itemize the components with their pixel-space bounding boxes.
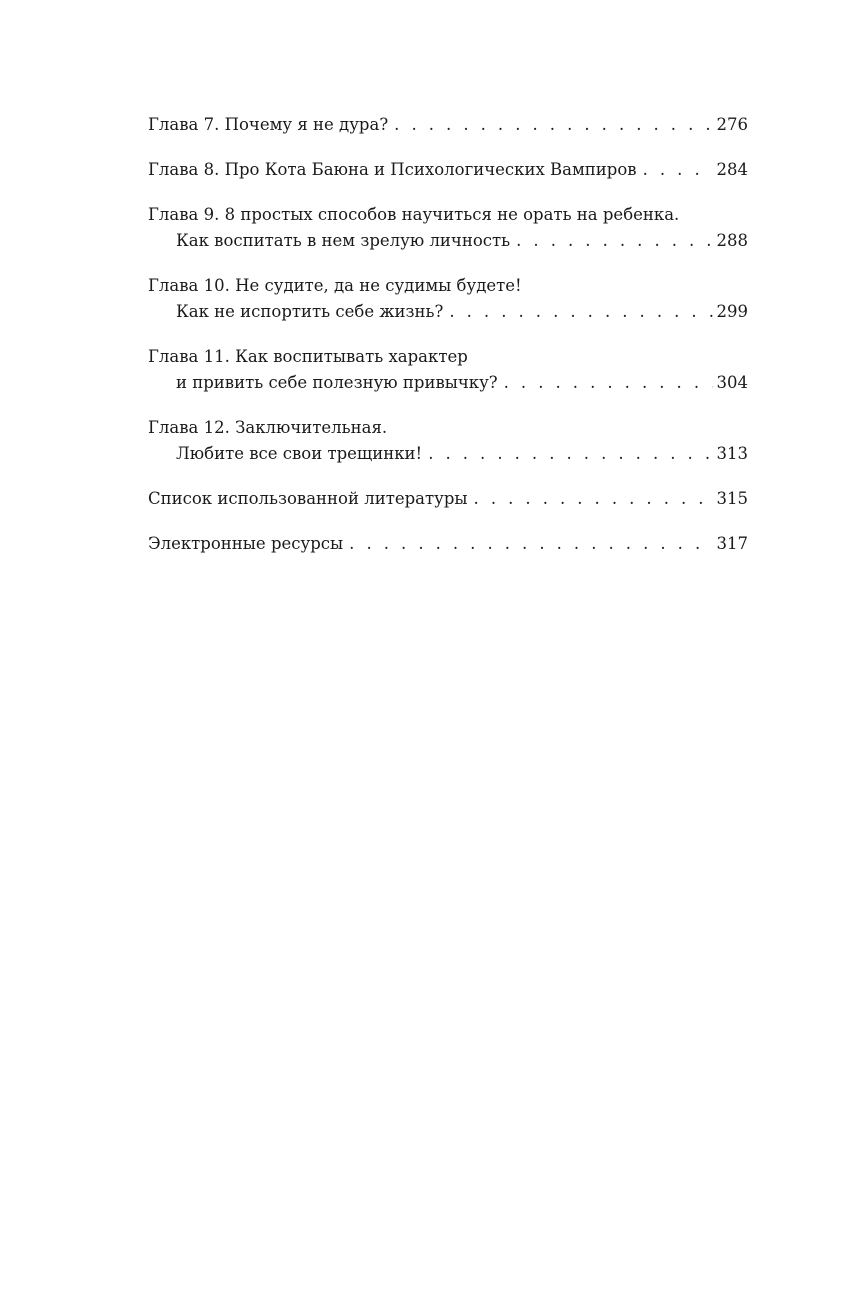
toc-page-number: 304 bbox=[716, 373, 748, 392]
toc-entry-title: Глава 11. Как воспитывать характер bbox=[148, 347, 468, 366]
dot-leader bbox=[504, 370, 713, 396]
toc-entry-chapter-10 bbox=[148, 273, 748, 325]
toc-page-number: 317 bbox=[716, 534, 748, 553]
toc-line bbox=[148, 112, 748, 138]
dot-leader bbox=[349, 531, 712, 557]
toc-entry-title: Электронные ресурсы bbox=[148, 534, 344, 553]
dot-leader bbox=[474, 486, 713, 512]
toc-entry-bibliography bbox=[148, 486, 748, 512]
toc-entry-title: Глава 9. 8 простых способов научиться не орать на ребенка. bbox=[148, 205, 680, 224]
toc-entry-chapter-8 bbox=[148, 157, 748, 183]
toc-entry-electronic-resources bbox=[148, 531, 748, 557]
dot-leader bbox=[516, 228, 712, 254]
dot-leader bbox=[643, 157, 713, 183]
toc-entry-subtitle: Как не испортить себе жизнь? bbox=[176, 302, 444, 321]
toc-entry-subtitle: Любите все свои трещинки! bbox=[176, 444, 423, 463]
toc-page-number: 313 bbox=[716, 444, 748, 463]
toc-entry-chapter-9 bbox=[148, 202, 748, 254]
toc-line bbox=[148, 441, 748, 467]
toc-entry-title: Список использованной литературы bbox=[148, 489, 468, 508]
dot-leader bbox=[394, 112, 712, 138]
toc-entry-title: Глава 7. Почему я не дура? bbox=[148, 115, 389, 134]
toc-entry-chapter-12 bbox=[148, 415, 748, 467]
toc-entry-title: Глава 12. Заключительная. bbox=[148, 418, 388, 437]
toc-page-number: 315 bbox=[716, 489, 748, 508]
toc-page-number: 299 bbox=[716, 302, 748, 321]
toc-page-number: 284 bbox=[716, 160, 748, 179]
table-of-contents bbox=[148, 112, 748, 576]
toc-line bbox=[148, 370, 748, 396]
dot-leader bbox=[449, 299, 712, 325]
toc-entry-title: Глава 10. Не судите, да не судимы будете! bbox=[148, 276, 522, 295]
toc-line bbox=[148, 299, 748, 325]
toc-page-number: 288 bbox=[716, 231, 748, 250]
toc-line bbox=[148, 157, 748, 183]
toc-line bbox=[148, 486, 748, 512]
toc-page-number: 276 bbox=[716, 115, 748, 134]
toc-entry-chapter-11 bbox=[148, 344, 748, 396]
toc-line bbox=[148, 531, 748, 557]
dot-leader bbox=[428, 441, 712, 467]
toc-entry-subtitle: и привить себе полезную привычку? bbox=[176, 373, 498, 392]
toc-entry-chapter-7 bbox=[148, 112, 748, 138]
toc-line bbox=[148, 228, 748, 254]
toc-entry-title: Глава 8. Про Кота Баюна и Психологических Вампиров bbox=[148, 160, 637, 179]
toc-entry-subtitle: Как воспитать в нем зрелую личность bbox=[176, 231, 511, 250]
